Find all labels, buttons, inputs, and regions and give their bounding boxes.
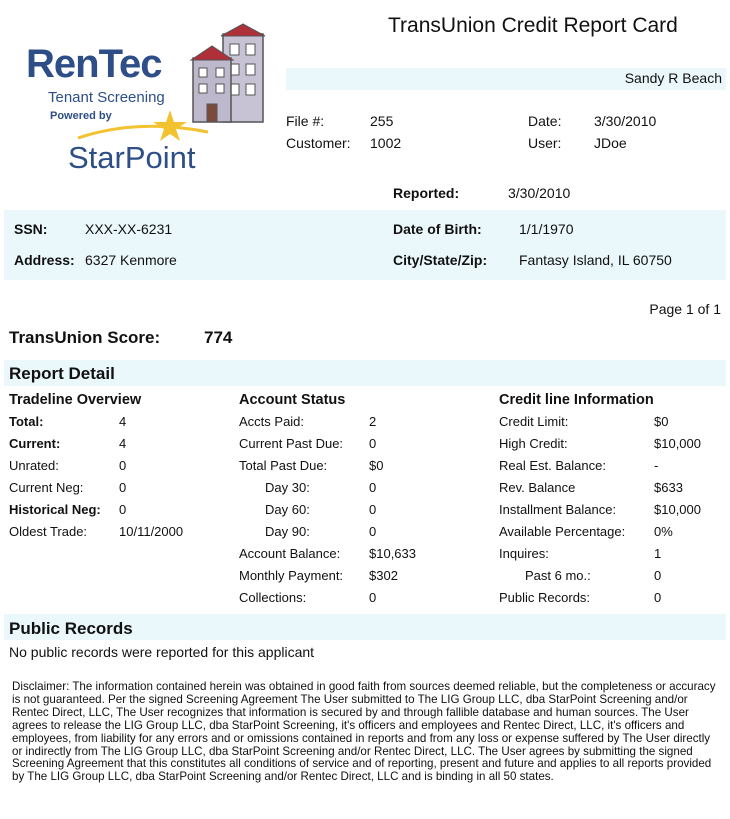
date-label: Date: <box>528 113 562 129</box>
credit-line-heading: Credit line Information <box>499 392 654 408</box>
rentec-logo <box>18 22 268 182</box>
city-label: City/State/Zip: <box>393 252 488 268</box>
tradeline-label: Unrated: <box>9 458 59 473</box>
credit-line-value: $0 <box>654 414 669 429</box>
tradeline-value: 0 <box>119 502 127 517</box>
credit-line-label: Installment Balance: <box>499 502 617 517</box>
account-status-value: 0 <box>369 502 377 517</box>
credit-line-value: 1 <box>654 546 662 561</box>
tradeline-value: 4 <box>119 414 127 429</box>
credit-line-label: Available Percentage: <box>499 524 626 539</box>
account-status-value: $302 <box>369 568 398 583</box>
account-status-label: Total Past Due: <box>239 458 328 473</box>
tradeline-label: Total: <box>9 414 44 429</box>
tradeline-label: Oldest Trade: <box>9 524 88 539</box>
tradeline-label: Current Neg: <box>9 480 84 495</box>
credit-line-value: $10,000 <box>654 502 701 517</box>
credit-line-label: Real Est. Balance: <box>499 458 606 473</box>
page-info: Page 1 of 1 <box>649 301 721 317</box>
credit-line-label: Rev. Balance <box>499 480 576 495</box>
city-value: Fantasy Island, IL 60750 <box>519 252 672 268</box>
credit-line-value: $10,000 <box>654 436 701 451</box>
logo-tagline: Tenant Screening <box>48 89 165 106</box>
credit-line-value: 0% <box>654 524 673 539</box>
customer-label: Customer: <box>286 135 351 151</box>
account-status-value: 0 <box>369 590 377 605</box>
ssn-label: SSN: <box>14 221 48 237</box>
reported-label: Reported: <box>393 185 460 201</box>
credit-line-value: 0 <box>654 590 662 605</box>
logo-powered-by: Powered by <box>50 110 112 122</box>
account-status-value: $10,633 <box>369 546 416 561</box>
account-status-label: Current Past Due: <box>239 436 344 451</box>
report-title: TransUnion Credit Report Card <box>388 14 678 37</box>
address-label: Address: <box>14 252 75 268</box>
tradeline-value: 10/11/2000 <box>119 524 184 539</box>
tradeline-label: Historical Neg: <box>9 502 101 517</box>
account-status-value: 2 <box>369 414 377 429</box>
tradeline-value: 4 <box>119 436 127 451</box>
logo-brand: RenTec <box>26 42 162 86</box>
logo-partner: StarPoint <box>68 140 196 175</box>
public-records-text: No public records were reported for this applicant <box>9 644 315 660</box>
score-label: TransUnion Score: <box>9 328 161 347</box>
credit-line-label: Public Records: <box>499 590 591 605</box>
tradeline-heading: Tradeline Overview <box>9 392 142 408</box>
credit-line-label: Credit Limit: <box>499 414 569 429</box>
account-status-value: 0 <box>369 524 377 539</box>
report-detail-heading: Report Detail <box>9 364 115 383</box>
account-status-label: Collections: <box>239 590 307 605</box>
credit-line-value: 0 <box>654 568 662 583</box>
account-status-label: Day 60: <box>265 502 310 517</box>
credit-line-label: Inquires: <box>499 546 549 561</box>
credit-line-label: High Credit: <box>499 436 568 451</box>
ssn-value: XXX-XX-6231 <box>85 221 173 237</box>
address-value: 6327 Kenmore <box>85 252 177 268</box>
public-records-heading: Public Records <box>9 619 133 638</box>
file-label: File #: <box>286 113 325 129</box>
credit-line-label: Past 6 mo.: <box>525 568 591 583</box>
disclaimer: Disclaimer: The information contained herein was obtained in good faith from sources deemed reliable, but the completeness or accuracy is not guaranteed. Per the signed Screening Agreement The User submitted to The LIG Group LLC, dba StarPoint Screening and/or Rentec Direct, LLC, The User recognizes that information is secured by and through fallible database and human sources. The User agrees to release the LIG Group LLC, dba StarPoint Screening, it's officers and employees and Rentec Direct, LLC, it's officers and employees, from liability for any errors and or omissions contained in reports and from any loss or expense suffered by The User directly or indirectly from The LIG Group LLC, dba StarPoint Screening and/or Rentec Direct, LLC. The User agrees by submitting the signed Screening Agreement that this constitutes all conditions of service and of reporting, present and future and applies to all reports provided by The LIG Group LLC, dba StarPoint Screening and/or Rentec Direct, LLC and is binding in all 50 states. <box>12 680 716 784</box>
account-status-label: Accts Paid: <box>239 414 305 429</box>
account-status-heading: Account Status <box>239 392 346 408</box>
account-status-label: Account Balance: <box>239 546 341 561</box>
tradeline-value: 0 <box>119 480 127 495</box>
credit-line-value: $633 <box>654 480 683 495</box>
file-value: 255 <box>370 113 394 129</box>
account-status-label: Monthly Payment: <box>239 568 344 583</box>
tradeline-value: 0 <box>119 458 127 473</box>
account-status-label: Day 30: <box>265 480 310 495</box>
account-status-label: Day 90: <box>265 524 310 539</box>
credit-line-value: - <box>654 458 659 473</box>
account-status-value: 0 <box>369 480 377 495</box>
applicant-name: Sandy R Beach <box>624 70 722 86</box>
tradeline-label: Current: <box>9 436 61 451</box>
customer-value: 1002 <box>370 135 402 151</box>
reported-value: 3/30/2010 <box>508 185 571 201</box>
account-status-value: 0 <box>369 436 377 451</box>
account-status-value: $0 <box>369 458 384 473</box>
user-label: User: <box>528 135 562 151</box>
dob-value: 1/1/1970 <box>519 221 574 237</box>
user-value: JDoe <box>594 135 627 151</box>
dob-label: Date of Birth: <box>393 221 482 237</box>
score-value: 774 <box>204 328 233 347</box>
date-value: 3/30/2010 <box>594 113 657 129</box>
